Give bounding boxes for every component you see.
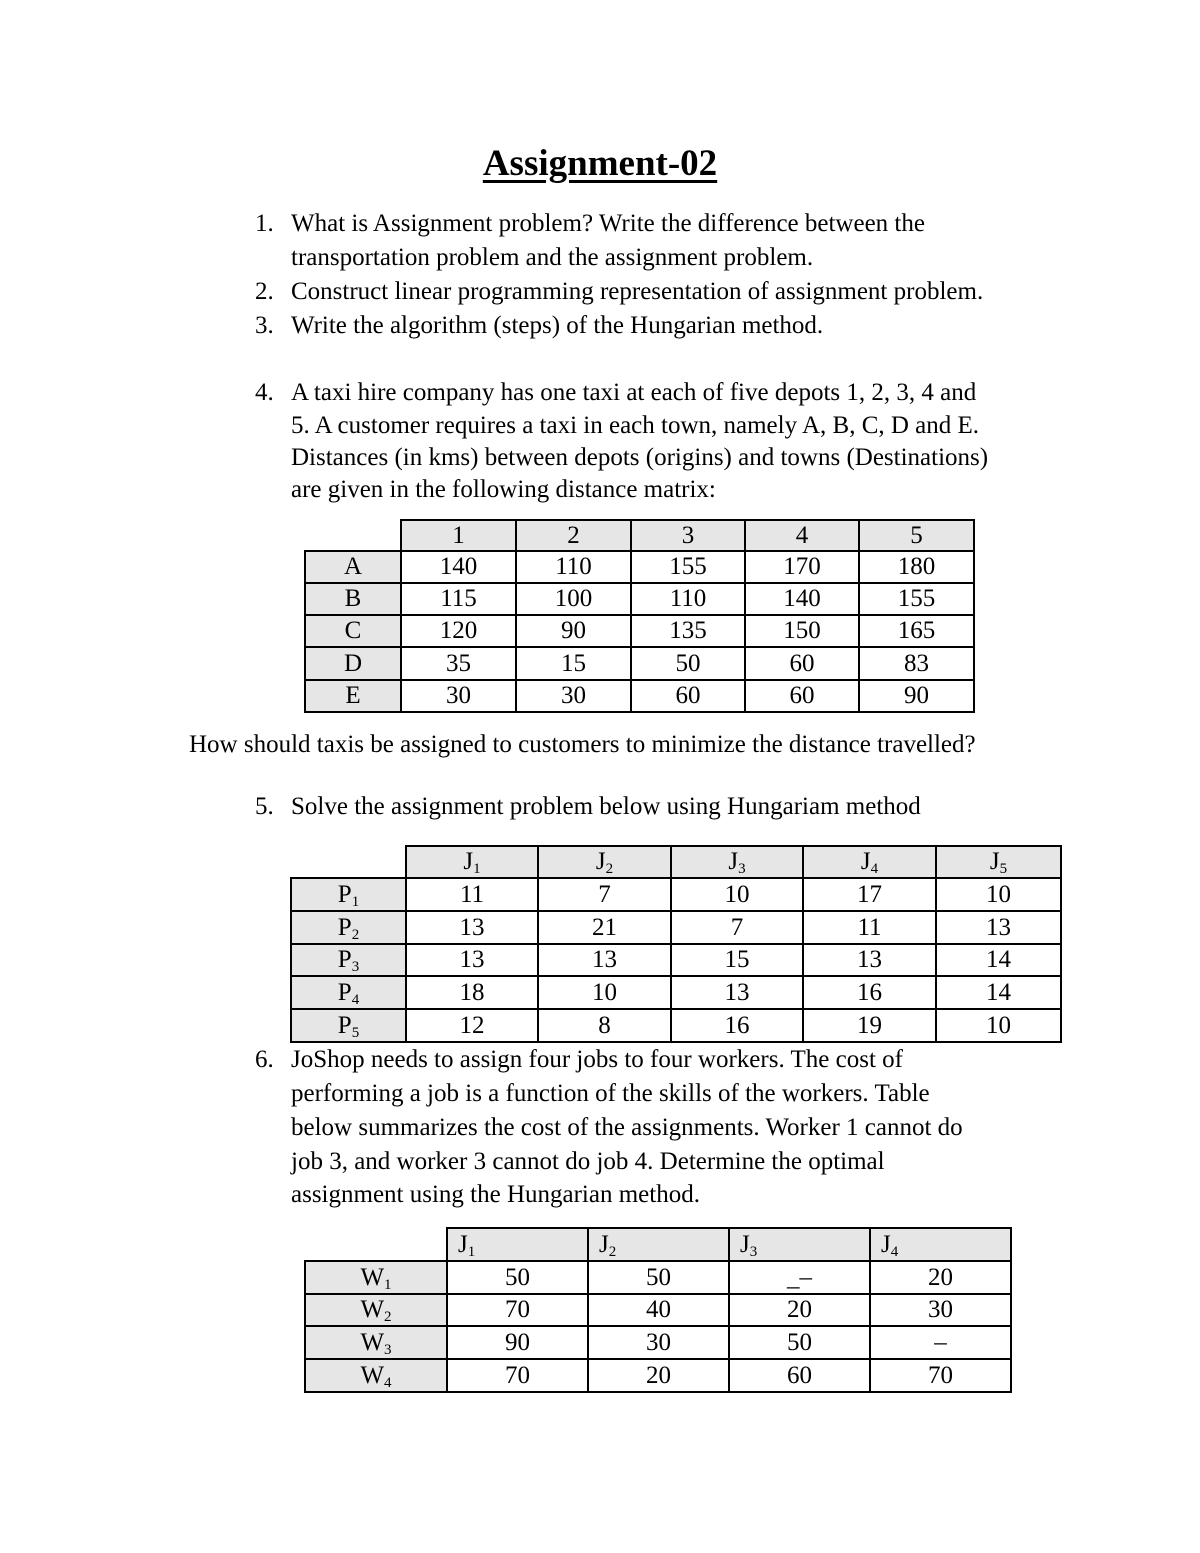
column-header: 3: [631, 520, 745, 551]
table-row: [305, 1261, 1011, 1294]
table-cell: 7: [538, 878, 671, 911]
row-header: $W_3$: [305, 1326, 447, 1359]
column-header: $J_2$: [538, 846, 671, 878]
question-4-number: 4.: [255, 379, 274, 406]
question-6-line-1: JoShop needs to assign four jobs to four workers. The cost of: [291, 1046, 903, 1073]
table-cell: 17: [803, 878, 936, 911]
row-header: $W_2$: [305, 1294, 447, 1326]
question-6-number: 6.: [255, 1046, 274, 1073]
table-corner: [305, 1228, 447, 1261]
table-cell: 14: [936, 976, 1061, 1009]
row-header: $P_2$: [291, 911, 406, 944]
question-4-prompt: How should taxis be assigned to customers to minimize the distance travelled?: [189, 731, 976, 758]
table-cell: 60: [745, 647, 859, 680]
column-header: 4: [745, 520, 859, 551]
table-cell: 12: [406, 1009, 538, 1042]
column-header: 5: [859, 520, 974, 551]
table-cell: 19: [803, 1009, 936, 1042]
table-cell: 155: [859, 583, 974, 615]
column-header: $J_1$: [406, 846, 538, 878]
table-cell: 8: [538, 1009, 671, 1042]
column-header: 1: [401, 520, 516, 551]
table-corner: [291, 846, 406, 878]
table-cell: 16: [671, 1009, 803, 1042]
table-cell: 50: [631, 647, 745, 680]
table-cell: 13: [936, 911, 1061, 944]
table-cell: 30: [870, 1294, 1011, 1326]
question-6-line-5: assignment using the Hungarian method.: [291, 1181, 700, 1208]
table-cell: 135: [631, 615, 745, 647]
table-cell: 70: [447, 1294, 588, 1326]
table-cell: 70: [870, 1359, 1011, 1392]
row-header: D: [305, 647, 401, 680]
table-cell: 70: [447, 1359, 588, 1392]
table-cell: 11: [803, 911, 936, 944]
table-cell: 21: [538, 911, 671, 944]
table-row: [305, 1326, 1011, 1359]
table-cell: 90: [859, 680, 974, 712]
column-header: 2: [516, 520, 631, 551]
row-header: $W_4$: [305, 1359, 447, 1392]
table-row: [291, 1009, 1061, 1042]
question-5-number: 5.: [255, 793, 274, 820]
table-cell: 20: [870, 1261, 1011, 1294]
table-cell: –: [870, 1326, 1011, 1359]
question-1-line-1: What is Assignment problem? Write the difference between the: [291, 210, 925, 237]
table-cell: 60: [729, 1359, 870, 1392]
table-cell: 13: [671, 976, 803, 1009]
question-5-text: Solve the assignment problem below using Hungariam method: [291, 793, 921, 820]
column-header: $J_1$: [447, 1228, 588, 1261]
table-cell: 30: [588, 1326, 729, 1359]
question-4-line-3: Distances (in kms) between depots (origins) and towns (Destinations): [291, 444, 989, 471]
question-4-line-2: 5. A customer requires a taxi in each town, namely A, B, C, D and E.: [291, 412, 980, 439]
table-cell: 100: [516, 583, 631, 615]
table-row: [305, 1359, 1011, 1392]
question-6-line-4: job 3, and worker 3 cannot do job 4. Determine the optimal: [291, 1148, 885, 1175]
table-cell: 18: [406, 976, 538, 1009]
table-cell: 60: [745, 680, 859, 712]
table-cell: 30: [401, 680, 516, 712]
column-header: $J_5$: [936, 846, 1061, 878]
question-2-text: Construct linear programming representation of assignment problem.: [291, 278, 984, 305]
table-row: [305, 1294, 1011, 1326]
table-cell: _–: [729, 1261, 870, 1294]
column-header: $J_3$: [729, 1228, 870, 1261]
table-row: [305, 680, 974, 712]
question-6-line-2: performing a job is a function of the skills of the workers. Table: [291, 1080, 930, 1107]
row-header: $W_1$: [305, 1261, 447, 1294]
column-header: $J_4$: [870, 1228, 1011, 1261]
table-cell: 10: [671, 878, 803, 911]
row-header: $P_1$: [291, 878, 406, 911]
table-cell: 16: [803, 976, 936, 1009]
table-cell: 110: [516, 551, 631, 583]
question-3-text: Write the algorithm (steps) of the Hungarian method.: [291, 312, 824, 339]
table-cell: 13: [538, 944, 671, 976]
column-header: $J_2$: [588, 1228, 729, 1261]
table-cell: 40: [588, 1294, 729, 1326]
table-row: [291, 911, 1061, 944]
table-cell: 13: [406, 911, 538, 944]
question-4-line-1: A taxi hire company has one taxi at each of five depots 1, 2, 3, 4 and: [291, 379, 977, 406]
table-row: [305, 583, 974, 615]
table-cell: 50: [588, 1261, 729, 1294]
table-cell: 20: [729, 1294, 870, 1326]
row-header: $P_3$: [291, 944, 406, 976]
row-header: E: [305, 680, 401, 712]
table-row: [291, 878, 1061, 911]
table-cell: 10: [936, 878, 1061, 911]
table-cell: 35: [401, 647, 516, 680]
row-header: B: [305, 583, 401, 615]
table-cell: 50: [447, 1261, 588, 1294]
job-assignment-table: [290, 845, 1062, 1043]
table-row: [291, 976, 1061, 1009]
table-cell: 15: [516, 647, 631, 680]
table-row: [305, 647, 974, 680]
table-cell: 150: [745, 615, 859, 647]
table-cell: 155: [631, 551, 745, 583]
table-row: [291, 944, 1061, 976]
table-cell: 15: [671, 944, 803, 976]
table-row: [305, 615, 974, 647]
question-6-line-3: below summarizes the cost of the assignments. Worker 1 cannot do: [291, 1114, 963, 1141]
table-cell: 180: [859, 551, 974, 583]
table-corner: [305, 520, 401, 551]
table-cell: 170: [745, 551, 859, 583]
table-cell: 50: [729, 1326, 870, 1359]
table-cell: 120: [401, 615, 516, 647]
table-cell: 10: [936, 1009, 1061, 1042]
distance-matrix-table: [304, 519, 975, 713]
column-header: $J_4$: [803, 846, 936, 878]
table-cell: 165: [859, 615, 974, 647]
worker-cost-table: [304, 1227, 1012, 1393]
table-cell: 60: [631, 680, 745, 712]
page-title: Assignment-02: [482, 143, 718, 184]
table-cell: 7: [671, 911, 803, 944]
question-1-number: 1.: [255, 210, 274, 237]
column-header: $J_3$: [671, 846, 803, 878]
table-cell: 13: [803, 944, 936, 976]
row-header: C: [305, 615, 401, 647]
table-cell: 30: [516, 680, 631, 712]
table-cell: 140: [745, 583, 859, 615]
table-cell: 13: [406, 944, 538, 976]
table-cell: 115: [401, 583, 516, 615]
table-cell: 83: [859, 647, 974, 680]
table-cell: 90: [447, 1326, 588, 1359]
question-1-line-2: transportation problem and the assignment problem.: [291, 244, 814, 271]
table-row: [305, 551, 974, 583]
table-cell: 110: [631, 583, 745, 615]
table-cell: 140: [401, 551, 516, 583]
question-3-number: 3.: [255, 312, 274, 339]
table-cell: 20: [588, 1359, 729, 1392]
question-4-line-4: are given in the following distance matrix:: [291, 476, 716, 503]
table-cell: 14: [936, 944, 1061, 976]
row-header: $P_4$: [291, 976, 406, 1009]
question-2-number: 2.: [255, 278, 274, 305]
row-header: A: [305, 551, 401, 583]
table-cell: 11: [406, 878, 538, 911]
table-cell: 10: [538, 976, 671, 1009]
row-header: $P_5$: [291, 1009, 406, 1042]
table-cell: 90: [516, 615, 631, 647]
